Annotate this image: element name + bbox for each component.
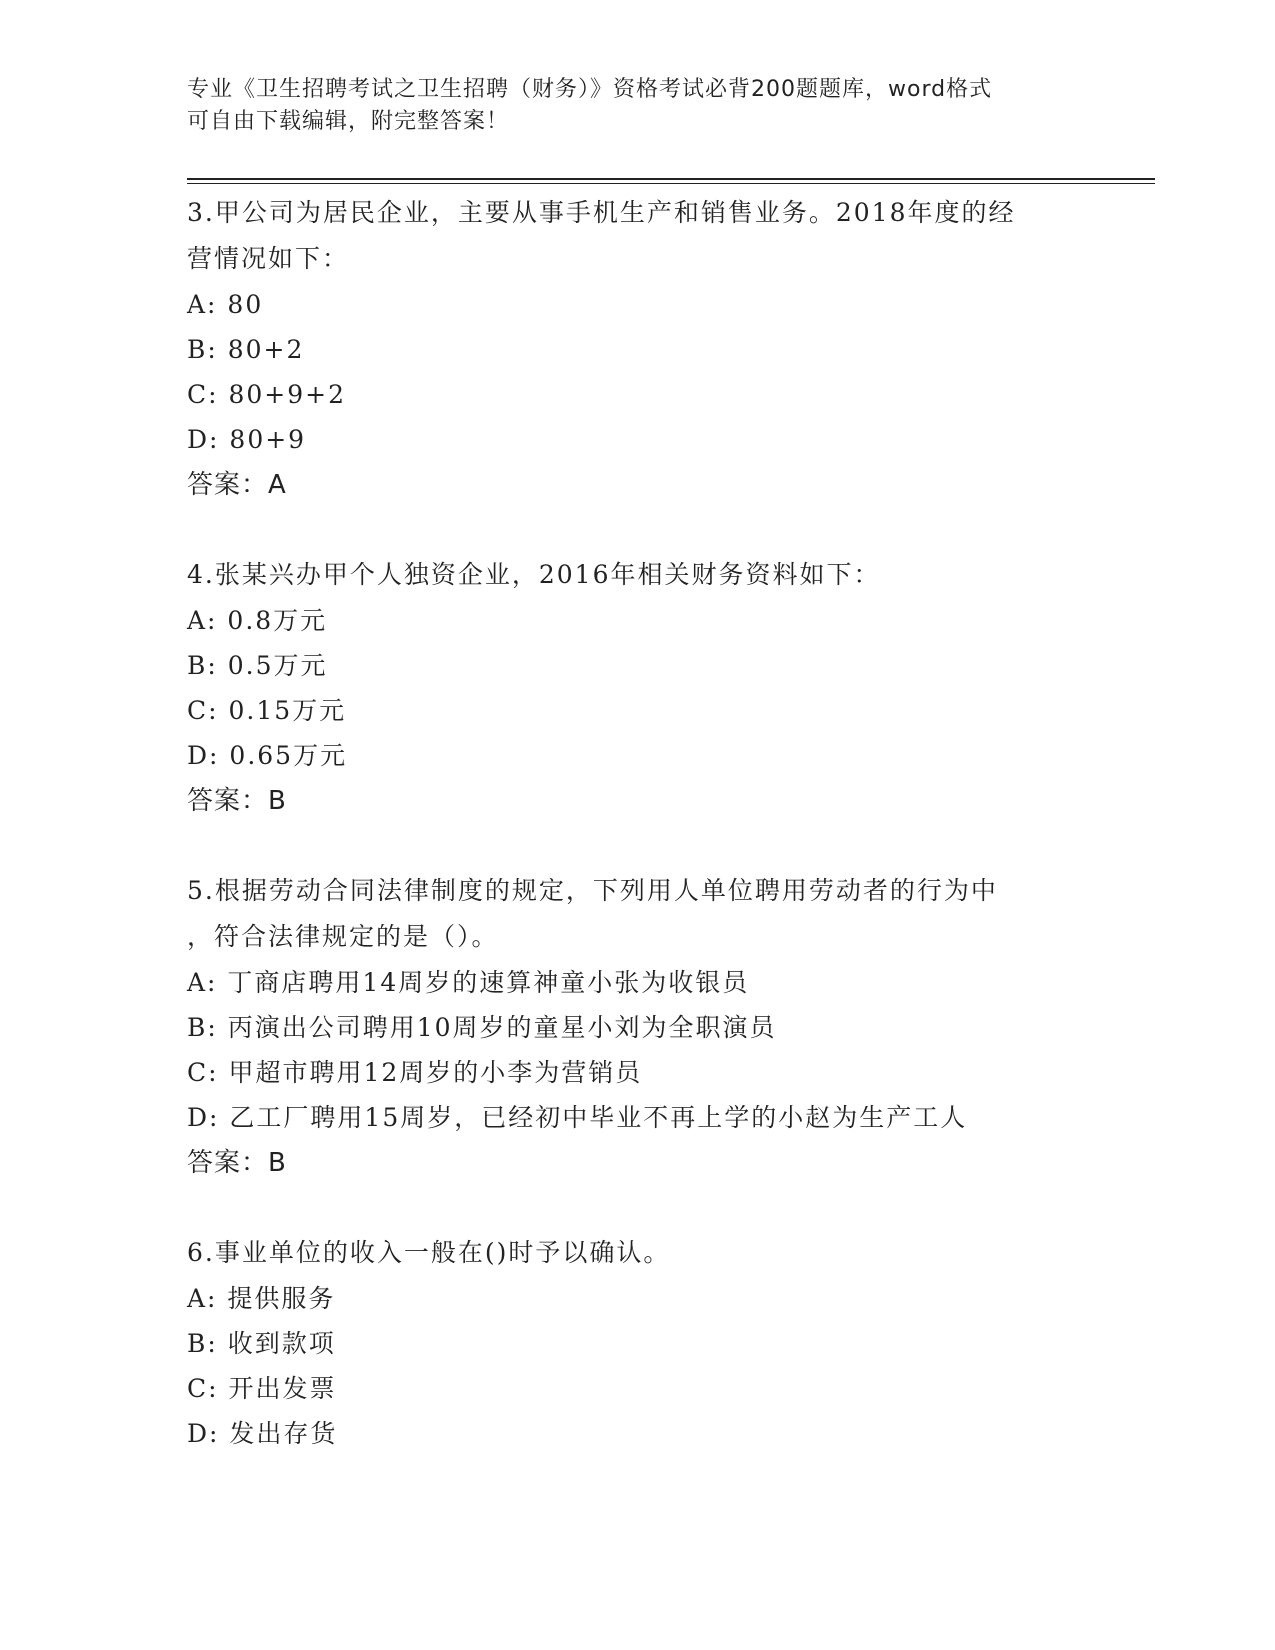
option-c: C: 80+9+2	[187, 380, 347, 409]
option-b: B: 丙演出公司聘用10周岁的童星小刘为全职演员	[187, 1013, 777, 1042]
option-c: C: 开出发票	[187, 1374, 337, 1403]
option-a: A: 丁商店聘用14周岁的速算神童小张为收银员	[187, 968, 750, 997]
option-d: D: 80+9	[187, 425, 307, 454]
document-header	[187, 74, 1067, 138]
question-5	[187, 868, 1087, 1186]
question-4	[187, 552, 1087, 824]
question-stem-line: 6.事业单位的收入一般在()时予以确认。	[187, 1238, 671, 1267]
question-3	[187, 190, 1087, 508]
answer-line: 答案：B	[187, 1148, 287, 1178]
option-c: C: 0.15万元	[187, 696, 347, 725]
option-a: A: 80	[187, 290, 264, 319]
answer-line: 答案：B	[187, 786, 287, 816]
option-b: B: 80+2	[187, 335, 305, 364]
header-line-1: 专业《卫生招聘考试之卫生招聘（财务）》资格考试必背200题题库，word格式	[187, 77, 993, 102]
question-6	[187, 1230, 1087, 1456]
answer-line: 答案：A	[187, 470, 287, 500]
question-stem-line: 营情况如下：	[187, 244, 350, 273]
header-rule-thin	[187, 183, 1155, 184]
question-stem-line: 3.甲公司为居民企业，主要从事手机生产和销售业务。2018年度的经	[187, 198, 1016, 227]
option-b: B: 0.5万元	[187, 651, 328, 680]
option-b: B: 收到款项	[187, 1329, 336, 1358]
option-d: D: 乙工厂聘用15周岁，已经初中毕业不再上学的小赵为生产工人	[187, 1103, 968, 1132]
option-d: D: 0.65万元	[187, 741, 348, 770]
option-d: D: 发出存货	[187, 1419, 338, 1448]
question-list	[187, 190, 1087, 1500]
question-stem-line: 5.根据劳动合同法律制度的规定，下列用人单位聘用劳动者的行为中	[187, 876, 998, 905]
header-line-2: 可自由下载编辑，附完整答案！	[187, 109, 510, 134]
question-stem-line: ，符合法律规定的是（）。	[187, 922, 499, 951]
question-stem-line: 4.张某兴办甲个人独资企业，2016年相关财务资料如下：	[187, 560, 881, 589]
header-rule-thick	[187, 178, 1155, 180]
option-a: A: 提供服务	[187, 1284, 336, 1313]
option-c: C: 甲超市聘用12周岁的小李为营销员	[187, 1058, 643, 1087]
option-a: A: 0.8万元	[187, 606, 328, 635]
